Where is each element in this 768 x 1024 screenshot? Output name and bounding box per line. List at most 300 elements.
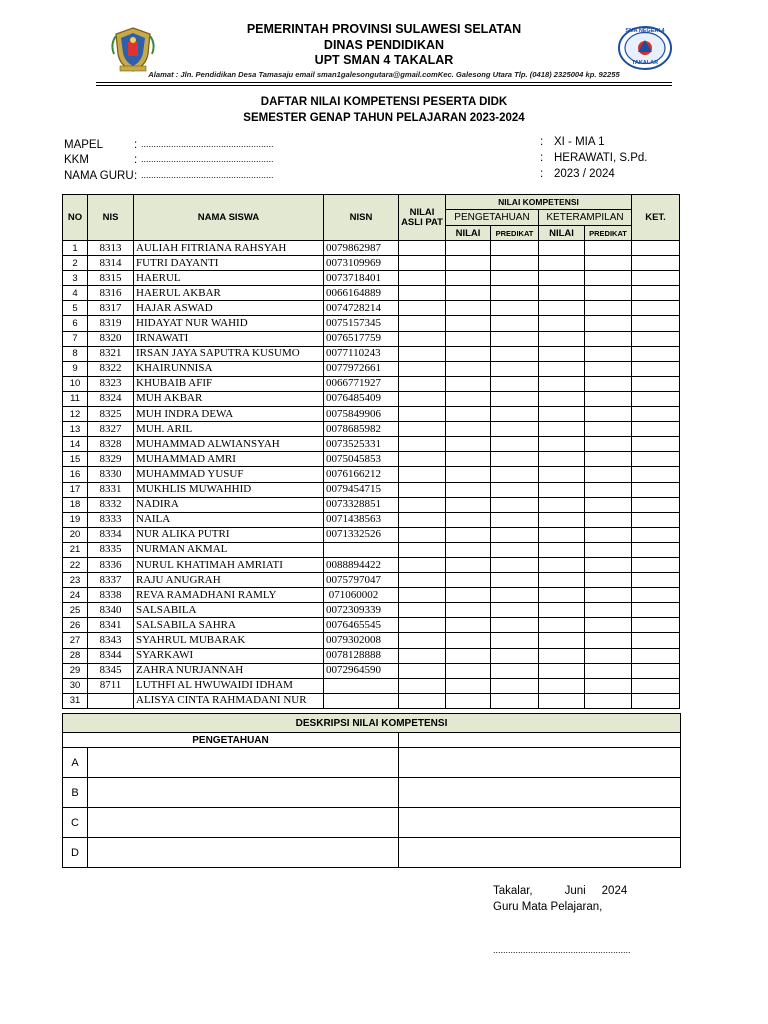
row-keterampilan-predikat[interactable] — [585, 467, 632, 482]
row-pengetahuan-nilai[interactable] — [446, 316, 491, 331]
row-pengetahuan-nilai[interactable] — [446, 301, 491, 316]
deskripsi-cell-c-keterampilan[interactable] — [399, 808, 681, 838]
row-pengetahuan-nilai[interactable] — [446, 482, 491, 497]
row-pengetahuan-nilai[interactable] — [446, 437, 491, 452]
row-pengetahuan-predikat[interactable] — [491, 407, 539, 422]
row-pengetahuan-predikat[interactable] — [491, 422, 539, 437]
row-nama: ZAHRA NURJANNAH — [134, 663, 324, 678]
row-ket[interactable] — [632, 331, 680, 346]
row-ket[interactable] — [632, 376, 680, 391]
row-pengetahuan-predikat[interactable] — [491, 693, 539, 708]
col-header-ket: KET. — [632, 195, 680, 241]
row-no: 7 — [63, 331, 88, 346]
row-keterampilan-nilai[interactable] — [539, 497, 585, 512]
row-nis: 8341 — [88, 618, 134, 633]
row-keterampilan-nilai[interactable] — [539, 271, 585, 286]
header-address: Alamat : Jln. Pendidikan Desa Tamasaju email sman1galesongutara@gmail.comKec. Galesong Utara Tlp. (0418) 2325004 kp. 92255 — [148, 70, 620, 79]
deskripsi-cell-b-keterampilan[interactable] — [399, 778, 681, 808]
row-keterampilan-nilai[interactable] — [539, 316, 585, 331]
row-nisn — [324, 678, 399, 693]
deskripsi-label-b: B — [63, 778, 88, 808]
row-ket[interactable] — [632, 588, 680, 603]
row-nisn: 0075157345 — [324, 316, 399, 331]
row-keterampilan-predikat[interactable] — [585, 256, 632, 271]
row-pengetahuan-nilai[interactable] — [446, 693, 491, 708]
row-ket[interactable] — [632, 648, 680, 663]
description-table — [62, 713, 681, 868]
row-pengetahuan-nilai[interactable] — [446, 256, 491, 271]
row-ket[interactable] — [632, 618, 680, 633]
row-nilai-asli-pat[interactable] — [399, 241, 446, 256]
row-keterampilan-predikat[interactable] — [585, 512, 632, 527]
row-pengetahuan-predikat[interactable] — [491, 512, 539, 527]
meta-value-teacher: HERAWATI, S.Pd. — [554, 152, 648, 164]
row-no: 24 — [63, 588, 88, 603]
row-keterampilan-nilai[interactable] — [539, 331, 585, 346]
row-nis: 8711 — [88, 678, 134, 693]
row-nilai-asli-pat[interactable] — [399, 648, 446, 663]
row-keterampilan-nilai[interactable] — [539, 678, 585, 693]
row-keterampilan-nilai[interactable] — [539, 557, 585, 572]
row-nis: 8315 — [88, 271, 134, 286]
row-no: 8 — [63, 346, 88, 361]
row-pengetahuan-predikat[interactable] — [491, 452, 539, 467]
row-nis: 8320 — [88, 331, 134, 346]
row-ket[interactable] — [632, 422, 680, 437]
row-nis: 8324 — [88, 391, 134, 406]
meta-sep-kelas: : — [540, 136, 544, 148]
row-nis: 8334 — [88, 527, 134, 542]
row-nama: NAILA — [134, 512, 324, 527]
row-pengetahuan-nilai[interactable] — [446, 452, 491, 467]
row-nis: 8344 — [88, 648, 134, 663]
row-nilai-asli-pat[interactable] — [399, 633, 446, 648]
table-row — [63, 316, 680, 331]
row-nilai-asli-pat[interactable] — [399, 286, 446, 301]
row-pengetahuan-predikat[interactable] — [491, 497, 539, 512]
row-pengetahuan-predikat[interactable] — [491, 301, 539, 316]
row-nilai-asli-pat[interactable] — [399, 331, 446, 346]
row-pengetahuan-predikat[interactable] — [491, 648, 539, 663]
row-keterampilan-predikat[interactable] — [585, 391, 632, 406]
row-keterampilan-nilai[interactable] — [539, 648, 585, 663]
row-keterampilan-nilai[interactable] — [539, 573, 585, 588]
row-ket[interactable] — [632, 271, 680, 286]
row-ket[interactable] — [632, 391, 680, 406]
row-ket[interactable] — [632, 467, 680, 482]
row-pengetahuan-nilai[interactable] — [446, 391, 491, 406]
row-ket[interactable] — [632, 678, 680, 693]
row-pengetahuan-nilai[interactable] — [446, 422, 491, 437]
row-nilai-asli-pat[interactable] — [399, 678, 446, 693]
row-keterampilan-nilai[interactable] — [539, 437, 585, 452]
row-ket[interactable] — [632, 301, 680, 316]
table-row — [63, 618, 680, 633]
row-nilai-asli-pat[interactable] — [399, 301, 446, 316]
row-nilai-asli-pat[interactable] — [399, 422, 446, 437]
row-nisn: 0079302008 — [324, 633, 399, 648]
row-ket[interactable] — [632, 452, 680, 467]
deskripsi-cell-d-keterampilan[interactable] — [399, 838, 681, 868]
meta-sep-teacher: : — [540, 152, 544, 164]
school-logo-text-top: SMA NEGERI 4 — [625, 28, 665, 34]
row-pengetahuan-nilai[interactable] — [446, 331, 491, 346]
row-nama: KHUBAIB AFIF — [134, 376, 324, 391]
row-nilai-asli-pat[interactable] — [399, 361, 446, 376]
row-keterampilan-predikat[interactable] — [585, 633, 632, 648]
row-nisn: 0073525331 — [324, 437, 399, 452]
row-nisn: 0076465545 — [324, 618, 399, 633]
row-nisn: 0079454715 — [324, 482, 399, 497]
row-nis: 8330 — [88, 467, 134, 482]
row-keterampilan-nilai[interactable] — [539, 361, 585, 376]
row-pengetahuan-nilai[interactable] — [446, 557, 491, 572]
row-pengetahuan-nilai[interactable] — [446, 573, 491, 588]
row-pengetahuan-predikat[interactable] — [491, 678, 539, 693]
row-nis: 8314 — [88, 256, 134, 271]
row-keterampilan-predikat[interactable] — [585, 422, 632, 437]
row-pengetahuan-predikat[interactable] — [491, 346, 539, 361]
row-keterampilan-nilai[interactable] — [539, 346, 585, 361]
row-nis: 8325 — [88, 407, 134, 422]
row-nama: HAJAR ASWAD — [134, 301, 324, 316]
row-ket[interactable] — [632, 512, 680, 527]
row-no: 1 — [63, 241, 88, 256]
row-ket[interactable] — [632, 256, 680, 271]
row-keterampilan-predikat[interactable] — [585, 241, 632, 256]
row-keterampilan-nilai[interactable] — [539, 286, 585, 301]
row-ket[interactable] — [632, 361, 680, 376]
row-keterampilan-predikat[interactable] — [585, 618, 632, 633]
row-pengetahuan-predikat[interactable] — [491, 527, 539, 542]
row-nilai-asli-pat[interactable] — [399, 588, 446, 603]
row-keterampilan-nilai[interactable] — [539, 241, 585, 256]
row-nisn: 0079862987 — [324, 241, 399, 256]
row-keterampilan-predikat[interactable] — [585, 497, 632, 512]
col-header-pengetahuan — [446, 210, 539, 226]
row-keterampilan-predikat[interactable] — [585, 316, 632, 331]
row-nis: 8331 — [88, 482, 134, 497]
row-keterampilan-predikat[interactable] — [585, 588, 632, 603]
row-nisn: 0088894422 — [324, 557, 399, 572]
row-keterampilan-predikat[interactable] — [585, 331, 632, 346]
row-ket[interactable] — [632, 557, 680, 572]
row-pengetahuan-nilai[interactable] — [446, 346, 491, 361]
row-pengetahuan-predikat[interactable] — [491, 482, 539, 497]
row-nilai-asli-pat[interactable] — [399, 271, 446, 286]
row-nilai-asli-pat[interactable] — [399, 603, 446, 618]
meta-sep-kkm: : — [134, 154, 138, 166]
table-row — [63, 452, 680, 467]
header-rule-thin — [96, 85, 672, 86]
row-keterampilan-predikat[interactable] — [585, 376, 632, 391]
row-ket[interactable] — [632, 663, 680, 678]
table-row — [63, 573, 680, 588]
row-nilai-asli-pat[interactable] — [399, 391, 446, 406]
meta-value-kelas: XI - MIA 1 — [554, 136, 605, 148]
row-pengetahuan-predikat[interactable] — [491, 573, 539, 588]
row-pengetahuan-nilai[interactable] — [446, 618, 491, 633]
table-row — [63, 376, 680, 391]
row-nisn — [324, 542, 399, 557]
meta-label-mapel: MAPEL — [64, 139, 103, 151]
row-ket[interactable] — [632, 603, 680, 618]
row-keterampilan-predikat[interactable] — [585, 346, 632, 361]
row-nilai-asli-pat[interactable] — [399, 497, 446, 512]
row-pengetahuan-nilai[interactable] — [446, 467, 491, 482]
row-keterampilan-nilai[interactable] — [539, 512, 585, 527]
row-ket[interactable] — [632, 542, 680, 557]
row-nisn: 0075797047 — [324, 573, 399, 588]
row-nisn: 0077972661 — [324, 361, 399, 376]
row-pengetahuan-nilai[interactable] — [446, 542, 491, 557]
table-row — [63, 663, 680, 678]
row-pengetahuan-predikat[interactable] — [491, 331, 539, 346]
row-keterampilan-nilai[interactable] — [539, 391, 585, 406]
pengetahuan-label: PENGETAHUAN — [454, 212, 530, 223]
row-keterampilan-predikat[interactable] — [585, 542, 632, 557]
row-ket[interactable] — [632, 286, 680, 301]
row-keterampilan-predikat[interactable] — [585, 301, 632, 316]
meta-label-guru: NAMA GURU — [64, 170, 134, 182]
row-pengetahuan-predikat[interactable] — [491, 361, 539, 376]
row-ket[interactable] — [632, 437, 680, 452]
row-nilai-asli-pat[interactable] — [399, 407, 446, 422]
row-keterampilan-predikat[interactable] — [585, 452, 632, 467]
row-keterampilan-nilai[interactable] — [539, 422, 585, 437]
table-row — [63, 603, 680, 618]
row-ket[interactable] — [632, 316, 680, 331]
row-nisn: 0076166212 — [324, 467, 399, 482]
signature-role: Guru Mata Pelajaran, — [493, 901, 603, 913]
row-pengetahuan-predikat[interactable] — [491, 663, 539, 678]
row-nama: MUHAMMAD YUSUF — [134, 467, 324, 482]
row-ket[interactable] — [632, 241, 680, 256]
row-nilai-asli-pat[interactable] — [399, 693, 446, 708]
row-ket[interactable] — [632, 633, 680, 648]
row-no: 5 — [63, 301, 88, 316]
meta-sep-mapel: : — [134, 139, 138, 151]
row-pengetahuan-nilai[interactable] — [446, 271, 491, 286]
row-nilai-asli-pat[interactable] — [399, 527, 446, 542]
table-row — [63, 557, 680, 572]
row-nilai-asli-pat[interactable] — [399, 376, 446, 391]
table-row — [63, 256, 680, 271]
row-nilai-asli-pat[interactable] — [399, 557, 446, 572]
row-ket[interactable] — [632, 482, 680, 497]
row-ket[interactable] — [632, 527, 680, 542]
col-header-keterampilan-nilai: NILAI — [539, 226, 585, 241]
row-nilai-asli-pat[interactable] — [399, 573, 446, 588]
row-nis: 8343 — [88, 633, 134, 648]
row-nilai-asli-pat[interactable] — [399, 346, 446, 361]
row-pengetahuan-nilai[interactable] — [446, 648, 491, 663]
row-nilai-asli-pat[interactable] — [399, 437, 446, 452]
row-keterampilan-nilai[interactable] — [539, 407, 585, 422]
row-nama: SYAHRUL MUBARAK — [134, 633, 324, 648]
row-nis: 8328 — [88, 437, 134, 452]
row-nilai-asli-pat[interactable] — [399, 618, 446, 633]
signature-place-date: Takalar, Juni 2024 — [493, 885, 628, 897]
row-keterampilan-nilai[interactable] — [539, 467, 585, 482]
row-nisn: 0075045853 — [324, 452, 399, 467]
row-pengetahuan-nilai[interactable] — [446, 603, 491, 618]
row-keterampilan-predikat[interactable] — [585, 482, 632, 497]
row-nisn: 0066771927 — [324, 376, 399, 391]
row-pengetahuan-nilai[interactable] — [446, 512, 491, 527]
row-pengetahuan-predikat[interactable] — [491, 633, 539, 648]
row-nis: 8340 — [88, 603, 134, 618]
row-no: 14 — [63, 437, 88, 452]
row-keterampilan-nilai[interactable] — [539, 603, 585, 618]
row-ket[interactable] — [632, 407, 680, 422]
row-pengetahuan-predikat[interactable] — [491, 557, 539, 572]
row-no: 6 — [63, 316, 88, 331]
row-nis: 8313 — [88, 241, 134, 256]
row-no: 25 — [63, 603, 88, 618]
row-keterampilan-nilai[interactable] — [539, 452, 585, 467]
col-header-nama: NAMA SISWA — [134, 195, 324, 241]
row-pengetahuan-predikat[interactable] — [491, 256, 539, 271]
row-nisn: 0073718401 — [324, 271, 399, 286]
table-row — [63, 301, 680, 316]
row-pengetahuan-nilai[interactable] — [446, 633, 491, 648]
row-pengetahuan-predikat[interactable] — [491, 271, 539, 286]
deskripsi-cell-b-pengetahuan[interactable] — [88, 778, 399, 808]
row-nisn: 0078685982 — [324, 422, 399, 437]
row-no: 12 — [63, 407, 88, 422]
row-pengetahuan-predikat[interactable] — [491, 391, 539, 406]
row-pengetahuan-nilai[interactable] — [446, 407, 491, 422]
row-pengetahuan-predikat[interactable] — [491, 467, 539, 482]
row-nisn: 0072964590 — [324, 663, 399, 678]
row-ket[interactable] — [632, 573, 680, 588]
row-keterampilan-predikat[interactable] — [585, 271, 632, 286]
deskripsi-pengetahuan: PENGETAHUAN — [63, 733, 399, 748]
row-pengetahuan-predikat[interactable] — [491, 618, 539, 633]
row-keterampilan-predikat[interactable] — [585, 663, 632, 678]
signature-name-line: ....................................................... — [493, 945, 631, 955]
row-pengetahuan-predikat[interactable] — [491, 316, 539, 331]
row-pengetahuan-predikat[interactable] — [491, 437, 539, 452]
row-nama: FUTRI DAYANTI — [134, 256, 324, 271]
row-keterampilan-predikat[interactable] — [585, 437, 632, 452]
row-nilai-asli-pat[interactable] — [399, 316, 446, 331]
row-pengetahuan-nilai[interactable] — [446, 678, 491, 693]
row-keterampilan-predikat[interactable] — [585, 693, 632, 708]
header-line-3: UPT SMAN 4 TAKALAR — [314, 53, 454, 67]
deskripsi-cell-a-keterampilan[interactable] — [399, 748, 681, 778]
row-nisn: 0071438563 — [324, 512, 399, 527]
row-keterampilan-nilai[interactable] — [539, 482, 585, 497]
row-ket[interactable] — [632, 346, 680, 361]
row-keterampilan-predikat[interactable] — [585, 361, 632, 376]
row-keterampilan-nilai[interactable] — [539, 542, 585, 557]
row-nilai-asli-pat[interactable] — [399, 452, 446, 467]
row-nilai-asli-pat[interactable] — [399, 467, 446, 482]
row-keterampilan-nilai[interactable] — [539, 376, 585, 391]
row-keterampilan-predikat[interactable] — [585, 407, 632, 422]
row-nis: 8338 — [88, 588, 134, 603]
row-pengetahuan-nilai[interactable] — [446, 527, 491, 542]
row-nis: 8323 — [88, 376, 134, 391]
row-pengetahuan-nilai[interactable] — [446, 663, 491, 678]
table-row — [63, 241, 680, 256]
row-no: 30 — [63, 678, 88, 693]
row-pengetahuan-predikat[interactable] — [491, 603, 539, 618]
row-no: 29 — [63, 663, 88, 678]
row-pengetahuan-nilai[interactable] — [446, 376, 491, 391]
row-nisn — [324, 693, 399, 708]
row-nis: 8327 — [88, 422, 134, 437]
row-nilai-asli-pat[interactable] — [399, 663, 446, 678]
row-nisn: 0076485409 — [324, 391, 399, 406]
row-ket[interactable] — [632, 497, 680, 512]
row-keterampilan-nilai[interactable] — [539, 527, 585, 542]
row-keterampilan-nilai[interactable] — [539, 256, 585, 271]
row-pengetahuan-predikat[interactable] — [491, 241, 539, 256]
row-pengetahuan-nilai[interactable] — [446, 497, 491, 512]
row-keterampilan-predikat[interactable] — [585, 678, 632, 693]
row-nisn: 0076517759 — [324, 331, 399, 346]
deskripsi-cell-d-pengetahuan[interactable] — [88, 838, 399, 868]
row-keterampilan-nilai[interactable] — [539, 588, 585, 603]
row-ket[interactable] — [632, 693, 680, 708]
row-keterampilan-nilai[interactable] — [539, 633, 585, 648]
deskripsi-cell-a-pengetahuan[interactable] — [88, 748, 399, 778]
row-pengetahuan-predikat[interactable] — [491, 376, 539, 391]
row-nis: 8336 — [88, 557, 134, 572]
row-nilai-asli-pat[interactable] — [399, 542, 446, 557]
row-nilai-asli-pat[interactable] — [399, 256, 446, 271]
row-keterampilan-nilai[interactable] — [539, 663, 585, 678]
row-nama: MUH AKBAR — [134, 391, 324, 406]
row-no: 3 — [63, 271, 88, 286]
row-keterampilan-predikat[interactable] — [585, 573, 632, 588]
row-nilai-asli-pat[interactable] — [399, 512, 446, 527]
row-keterampilan-predikat[interactable] — [585, 286, 632, 301]
row-pengetahuan-predikat[interactable] — [491, 588, 539, 603]
row-pengetahuan-nilai[interactable] — [446, 241, 491, 256]
row-nama: IRNAWATI — [134, 331, 324, 346]
row-keterampilan-predikat[interactable] — [585, 527, 632, 542]
row-pengetahuan-predikat[interactable] — [491, 542, 539, 557]
row-nama: NURUL KHATIMAH AMRIATI — [134, 557, 324, 572]
row-pengetahuan-nilai[interactable] — [446, 361, 491, 376]
row-no: 18 — [63, 497, 88, 512]
deskripsi-keterampilan-header — [399, 733, 681, 748]
row-nama: NADIRA — [134, 497, 324, 512]
deskripsi-cell-c-pengetahuan[interactable] — [88, 808, 399, 838]
header-line-1: PEMERINTAH PROVINSI SULAWESI SELATAN — [246, 22, 522, 36]
row-keterampilan-nilai[interactable] — [539, 301, 585, 316]
row-nilai-asli-pat[interactable] — [399, 482, 446, 497]
row-nisn: 071060002 — [324, 588, 399, 603]
row-keterampilan-nilai[interactable] — [539, 693, 585, 708]
meta-sep-guru: : — [134, 170, 138, 182]
row-pengetahuan-predikat[interactable] — [491, 286, 539, 301]
meta-value-kkm: ..................................................... — [141, 154, 274, 164]
row-keterampilan-predikat[interactable] — [585, 557, 632, 572]
row-pengetahuan-nilai[interactable] — [446, 286, 491, 301]
row-pengetahuan-nilai[interactable] — [446, 588, 491, 603]
row-nama: HIDAYAT NUR WAHID — [134, 316, 324, 331]
row-keterampilan-nilai[interactable] — [539, 618, 585, 633]
row-no: 16 — [63, 467, 88, 482]
row-keterampilan-predikat[interactable] — [585, 648, 632, 663]
row-nis: 8345 — [88, 663, 134, 678]
row-keterampilan-predikat[interactable] — [585, 603, 632, 618]
